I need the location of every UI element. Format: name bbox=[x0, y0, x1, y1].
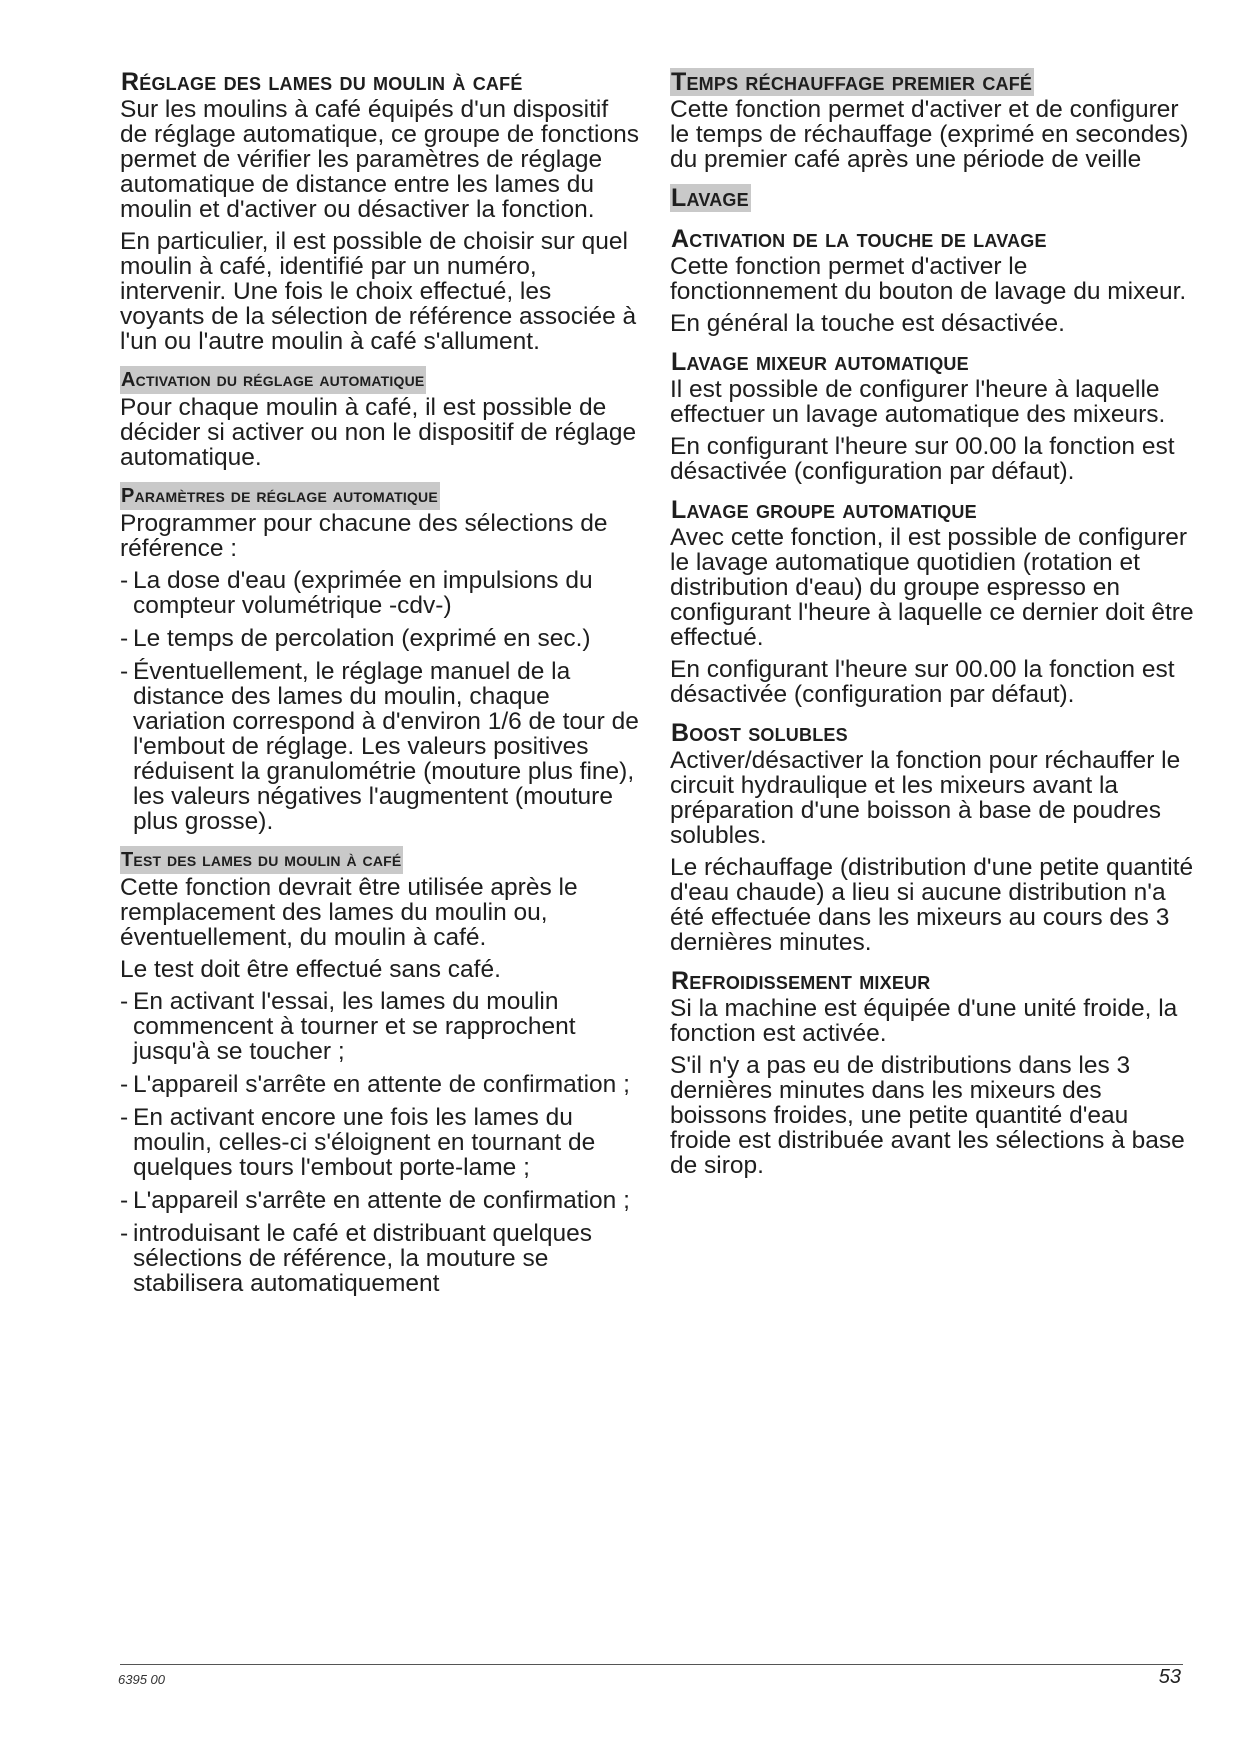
paragraph: Le réchauffage (distribution d'une petite quantité d'eau chaude) a lieu si aucune distribution n'a été effectuée dans les mixeurs au cours des 3 dernières minutes. bbox=[670, 854, 1194, 956]
list-dash: - bbox=[120, 988, 129, 1015]
paragraph: S'il n'y a pas eu de distributions dans les 3 dernières minutes dans les mixeurs des boissons froides, une petite quantité d'eau froide est distribuée avant les sélections à base de sirop. bbox=[670, 1052, 1185, 1179]
subsection-heading: Lavage groupe automatique bbox=[671, 496, 977, 524]
list-item: - En activant encore une fois les lames du moulin, celles-ci s'éloignent en tournant de quelques tours l'embout porte-lame ; bbox=[120, 1104, 596, 1181]
section-heading: Temps réchauffage premier café bbox=[671, 68, 1033, 96]
footer-divider bbox=[120, 1664, 1183, 1665]
paragraph: En configurant l'heure sur 00.00 la fonction est désactivée (configuration par défaut). bbox=[670, 656, 1175, 708]
left-column bbox=[120, 68, 640, 1304]
list-item: - En activant l'essai, les lames du moulin commencent à tourner et se rapprochent jusqu'à se toucher ; bbox=[120, 988, 576, 1065]
list-dash: - bbox=[120, 567, 129, 594]
subsection-heading: Boost solubles bbox=[671, 719, 848, 747]
paragraph: Pour chaque moulin à café, il est possible de décider si activer ou non le dispositif de réglage automatique. bbox=[120, 394, 637, 471]
subsection-heading: Refroidissement mixeur bbox=[671, 967, 931, 995]
paragraph: En configurant l'heure sur 00.00 la fonction est désactivée (configuration par défaut). bbox=[670, 433, 1175, 485]
list-item: - L'appareil s'arrête en attente de confirmation ; bbox=[120, 1071, 630, 1098]
subsection-heading: Activation du réglage automatique bbox=[120, 366, 426, 394]
page-number: 53 bbox=[1158, 1666, 1181, 1688]
subsection-heading: Activation de la touche de lavage bbox=[671, 225, 1047, 253]
list-item: - La dose d'eau (exprimée en impulsions du compteur volumétrique -cdv-) bbox=[120, 567, 593, 619]
list-dash: - bbox=[120, 1187, 129, 1214]
list-dash: - bbox=[120, 1071, 129, 1098]
paragraph: Activer/désactiver la fonction pour réchauffer le circuit hydraulique et les mixeurs avant la préparation d'une boisson à base de poudres solubles. bbox=[670, 747, 1181, 849]
list-item: - Le temps de percolation (exprimé en sec.) bbox=[120, 625, 591, 652]
paragraph: En particulier, il est possible de choisir sur quel moulin à café, identifié par un numéro, intervenir. Une fois le choix effectué, les voyants de la sélection de référence associée à l'un ou l'autre moulin à café s'allument. bbox=[120, 228, 637, 355]
list-dash: - bbox=[120, 625, 129, 652]
list-dash: - bbox=[120, 658, 129, 685]
paragraph: Cette fonction devrait être utilisée après le remplacement des lames du moulin ou, éventuellement, du moulin à café. bbox=[120, 874, 578, 951]
section-heading: Lavage bbox=[671, 184, 749, 212]
paragraph: Programmer pour chacune des sélections de référence : bbox=[120, 510, 608, 562]
paragraph: Si la machine est équipée d'une unité froide, la fonction est activée. bbox=[670, 995, 1178, 1047]
list-dash: - bbox=[120, 1220, 129, 1247]
subsection-heading: Lavage mixeur automatique bbox=[671, 348, 969, 376]
paragraph: Le test doit être effectué sans café. bbox=[120, 956, 501, 983]
paragraph: Il est possible de configurer l'heure à laquelle effectuer un lavage automatique des mixeurs. bbox=[670, 376, 1166, 428]
paragraph: Cette fonction permet d'activer et de configurer le temps de réchauffage (exprimé en secondes) du premier café après une période de veille bbox=[670, 96, 1189, 173]
paragraph: Cette fonction permet d'activer le fonctionnement du bouton de lavage du mixeur. bbox=[670, 253, 1187, 305]
paragraph: Avec cette fonction, il est possible de configurer le lavage automatique quotidien (rotation et distribution d'eau) du groupe espresso en configurant l'heure à laquelle ce dernier doit être effectué. bbox=[670, 524, 1194, 651]
list-item: - introduisant le café et distribuant quelques sélections de référence, la mouture se stabilisera automatiquement bbox=[120, 1220, 592, 1297]
list-dash: - bbox=[120, 1104, 129, 1131]
list-item: - Éventuellement, le réglage manuel de la distance des lames du moulin, chaque variation correspond à d'environ 1/6 de tour de l'embout de réglage. Les valeurs positives réduisent la granulométrie (mouture plus fine), les valeurs négatives l'augmentent (mouture plus grosse). bbox=[120, 658, 639, 835]
subsection-heading: Test des lames du moulin à café bbox=[120, 846, 403, 874]
paragraph: Sur les moulins à café équipés d'un dispositif de réglage automatique, ce groupe de fonctions permet de vérifier les paramètres de réglage automatique de distance entre les lames du moulin et d'activer ou désactiver la fonction. bbox=[120, 96, 639, 223]
section-heading: Réglage des lames du moulin à café bbox=[121, 68, 523, 96]
subsection-heading: Paramètres de réglage automatique bbox=[120, 482, 440, 510]
right-column bbox=[670, 68, 1195, 1185]
list-item: - L'appareil s'arrête en attente de confirmation ; bbox=[120, 1187, 630, 1214]
paragraph: En général la touche est désactivée. bbox=[670, 310, 1065, 337]
document-code: 6395 00 bbox=[118, 1672, 165, 1687]
